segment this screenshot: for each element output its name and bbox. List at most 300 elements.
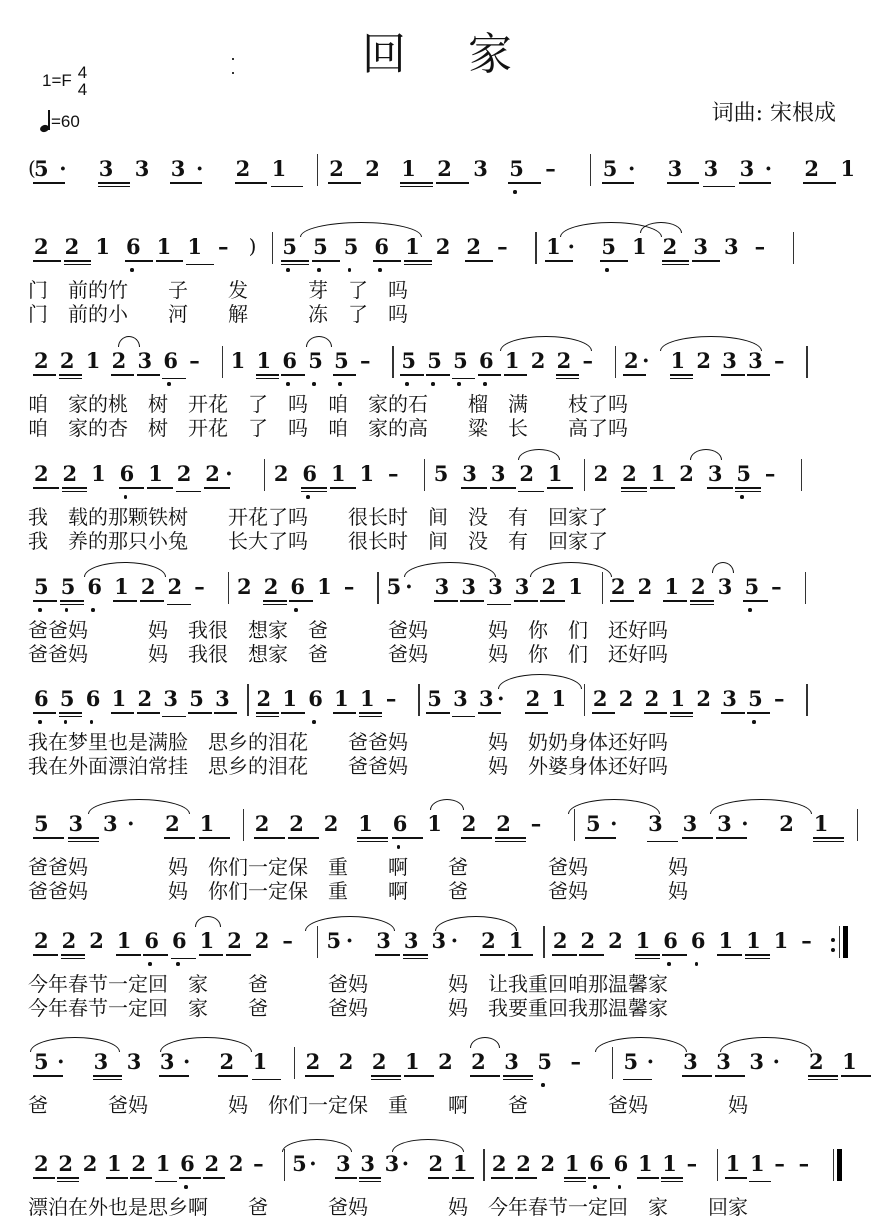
note: 1: [107, 1153, 122, 1175]
beam-underline: [452, 1177, 474, 1179]
beam-underline: [281, 260, 309, 262]
tie-slur: [88, 799, 190, 814]
score-system: [28, 228, 858, 274]
note: 2: [679, 463, 694, 485]
beam-underline: [214, 712, 237, 714]
beam-underline: [721, 712, 744, 714]
note: 5: [60, 688, 75, 710]
tie-slur: [118, 336, 140, 347]
beam-underline: [717, 954, 742, 956]
note: 5: [453, 350, 468, 372]
beam-underline: [707, 487, 733, 489]
tie-slur: [470, 1037, 500, 1048]
note: 3: [215, 688, 230, 710]
beam-underline: [113, 600, 137, 602]
note: 2: [227, 930, 242, 952]
note: 1: [360, 688, 375, 710]
beam-underline: [747, 374, 770, 376]
beam-underline: [305, 1075, 335, 1077]
note: 1: [187, 236, 202, 258]
beam-underline: [218, 1075, 248, 1077]
barline: [418, 684, 419, 716]
note: 1: [638, 1153, 653, 1175]
beam-underline: [33, 487, 59, 489]
lyric-line-2: 今年春节一定回 家 爸 爸妈 妈 我要重回我那温馨家: [28, 992, 668, 1021]
beam-underline: [33, 712, 56, 714]
note: 5: [189, 688, 204, 710]
note: 3: [740, 158, 755, 180]
tie-slur: [530, 562, 612, 577]
note: 6: [87, 576, 102, 598]
note: 1: [401, 158, 416, 180]
beam-underline: [357, 837, 388, 839]
note-extension-dash: –: [571, 1051, 582, 1073]
beam-underline: [199, 837, 230, 839]
note: 2: [83, 1153, 98, 1175]
beam-underline: [682, 1075, 712, 1077]
note: 3: [435, 576, 450, 598]
octave-dot-below: [593, 1185, 597, 1189]
note: 3: [491, 463, 506, 485]
beam-underline: [426, 712, 449, 714]
tie-slur: [84, 562, 166, 577]
note: 1: [842, 1051, 857, 1073]
note: 6: [374, 236, 389, 258]
note: 1: [114, 576, 129, 598]
augmentation-dot: ·: [568, 236, 575, 258]
note: 1: [548, 463, 563, 485]
note: 5: [61, 576, 76, 598]
note: 2: [809, 1051, 824, 1073]
lyric-line-1: 门 前的竹 子 发 芽 了 吗: [28, 274, 408, 303]
note: 2: [696, 688, 711, 710]
note: 2: [466, 236, 481, 258]
beam-underline: [188, 712, 211, 714]
beam-underline: [373, 260, 401, 262]
note: 5: [586, 813, 601, 835]
note: 1: [148, 463, 163, 485]
beam-underline: [176, 491, 202, 493]
barline: [228, 572, 229, 604]
note: 6: [308, 688, 323, 710]
note-extension-dash: –: [497, 236, 508, 258]
beam-underline: [661, 1177, 683, 1179]
augmentation-dot: ·: [497, 688, 504, 710]
beam-underline: [400, 182, 432, 184]
note: 3: [360, 1153, 375, 1175]
beam-underline: [703, 186, 735, 188]
beam-underline: [436, 182, 468, 184]
beam-underline: [371, 1075, 401, 1077]
beam-underline: [610, 600, 634, 602]
note: 5: [748, 688, 763, 710]
beam-underline: [256, 378, 279, 380]
beam-underline: [556, 374, 579, 376]
augmentation-dot: ·: [59, 158, 66, 180]
beam-underline: [592, 712, 615, 714]
beam-underline: [162, 716, 185, 718]
beam-underline: [400, 186, 432, 188]
note: 1: [91, 463, 106, 485]
barline: [392, 346, 393, 378]
note: 1: [117, 930, 132, 952]
note: 3: [693, 236, 708, 258]
barline: [717, 1149, 718, 1181]
octave-dot-below: [312, 382, 316, 386]
beam-underline: [735, 491, 761, 493]
barline: [590, 154, 591, 186]
beam-underline: [518, 491, 544, 493]
note: 2: [112, 350, 127, 372]
beam-underline: [256, 374, 279, 376]
beam-underline: [392, 837, 423, 839]
note: 5: [327, 930, 342, 952]
beam-underline: [623, 374, 646, 376]
beam-underline: [111, 712, 134, 714]
barline: [483, 1149, 484, 1181]
lyric-line-1: 爸 爸妈 妈 你们一定保 重 啊 爸 爸妈 妈: [28, 1089, 748, 1118]
augmentation-dot: ·: [610, 813, 617, 835]
note: 1: [565, 1153, 580, 1175]
beam-underline: [143, 954, 168, 956]
note: 1: [671, 350, 686, 372]
beam-underline: [357, 841, 388, 843]
note: 1: [774, 930, 789, 952]
beam-underline: [111, 374, 134, 376]
beam-underline: [199, 954, 224, 956]
octave-dot-below: [38, 608, 42, 612]
note: 2: [339, 1051, 354, 1073]
note: 2: [34, 463, 49, 485]
note-extension-dash: –: [799, 1153, 810, 1175]
beam-underline: [749, 1181, 771, 1183]
beam-underline: [487, 604, 511, 606]
beam-underline: [841, 1075, 871, 1077]
barline: [424, 459, 425, 491]
note: 1: [568, 576, 583, 598]
note: 2: [438, 1051, 453, 1073]
note: 6: [302, 463, 317, 485]
lyric-line-1: 爸爸妈 妈 你们一定保 重 啊 爸 爸妈 妈: [28, 851, 688, 880]
tie-slur: [305, 916, 395, 931]
beam-underline: [33, 374, 56, 376]
beam-underline: [59, 378, 82, 380]
tie-slur: [430, 799, 464, 810]
note: 5: [434, 463, 449, 485]
note: 5: [603, 158, 618, 180]
note: 3: [748, 350, 763, 372]
beam-underline: [400, 374, 423, 376]
beam-underline: [140, 600, 164, 602]
beam-underline: [263, 604, 287, 606]
note: 3: [103, 813, 118, 835]
beam-underline: [404, 1075, 434, 1077]
note: 2: [255, 813, 270, 835]
notation-line: [28, 228, 858, 274]
speck: [232, 58, 234, 60]
beam-underline: [62, 491, 88, 493]
note: 2: [481, 930, 496, 952]
beam-underline: [375, 954, 400, 956]
note: 2: [34, 1153, 49, 1175]
note: 2: [526, 688, 541, 710]
beam-underline: [743, 600, 767, 602]
note: 2: [471, 1051, 486, 1073]
beam-underline: [33, 600, 57, 602]
note: 2: [779, 813, 794, 835]
note-extension-dash: –: [774, 688, 785, 710]
note: 6: [282, 350, 297, 372]
note-extension-dash: –: [774, 350, 785, 372]
octave-dot-below: [130, 268, 134, 272]
beam-underline: [33, 954, 58, 956]
augmentation-dot: ·: [127, 813, 134, 835]
note: 3: [473, 158, 488, 180]
note: 1: [840, 158, 855, 180]
note: 2: [177, 463, 192, 485]
lyric-line-1: 漂泊在外也是思乡啊 爸 爸妈 妈 今年春节一定回 家 回家: [28, 1191, 748, 1220]
tie-slur: [498, 674, 582, 689]
beam-underline: [667, 182, 699, 184]
note: 1: [334, 688, 349, 710]
beam-underline: [661, 1181, 683, 1183]
note: 2: [141, 576, 156, 598]
note: 2: [372, 1051, 387, 1073]
tie-slur: [690, 449, 722, 460]
note: 2: [205, 463, 220, 485]
beam-underline: [235, 182, 267, 184]
tie-slur: [435, 916, 517, 931]
augmentation-dot: ·: [647, 1051, 654, 1073]
note: 3: [336, 1153, 351, 1175]
beam-underline: [33, 260, 61, 262]
note: 1: [662, 1153, 677, 1175]
note: 1: [200, 813, 215, 835]
note: 1: [358, 813, 373, 835]
beam-underline: [692, 260, 720, 262]
beam-underline: [256, 716, 279, 718]
beam-underline: [670, 378, 693, 380]
note: 5: [601, 236, 616, 258]
time-top: 4: [78, 64, 87, 81]
beam-underline: [564, 1181, 586, 1183]
note: 2: [229, 1153, 244, 1175]
note: 1: [814, 813, 829, 835]
note: 1: [453, 1153, 468, 1175]
note: 3: [716, 1051, 731, 1073]
note: 2: [219, 1051, 234, 1073]
note: 1: [272, 158, 287, 180]
note-extension-dash: –: [771, 576, 782, 598]
beam-underline: [61, 954, 86, 956]
score-system: [28, 680, 858, 726]
beam-underline: [465, 260, 493, 262]
beam-underline: [226, 954, 251, 956]
beam-underline: [98, 186, 130, 188]
lyric-line-1: 爸爸妈 妈 我很 想家 爸 爸妈 妈 你 们 还好吗: [28, 614, 668, 643]
note: 1: [552, 688, 567, 710]
barline: [584, 684, 585, 716]
lyric-line-1: 今年春节一定回 家 爸 爸妈 妈 让我重回咱那温馨家: [28, 968, 668, 997]
beam-underline: [359, 1181, 381, 1183]
beam-underline: [495, 841, 526, 843]
note: 2: [34, 930, 49, 952]
note-extension-dash: –: [282, 930, 293, 952]
augmentation-dot: ·: [402, 1153, 409, 1175]
note: 3: [479, 688, 494, 710]
octave-dot-below: [176, 962, 180, 966]
note: 5: [736, 463, 751, 485]
beam-underline: [460, 600, 484, 602]
beam-underline: [167, 604, 191, 606]
beam-underline: [93, 1079, 123, 1081]
beam-underline: [514, 600, 538, 602]
composer-credit: 词曲: 宋根成: [712, 96, 836, 127]
beam-underline: [106, 1177, 128, 1179]
note: 2: [594, 463, 609, 485]
note: 5: [313, 236, 328, 258]
beam-underline: [33, 182, 65, 184]
octave-dot-below: [748, 608, 752, 612]
final-barline-thin: [833, 1149, 834, 1181]
note-extension-dash: –: [765, 463, 776, 485]
note: 2: [329, 158, 344, 180]
augmentation-dot: ·: [57, 1051, 64, 1073]
tie-slur: [30, 1037, 120, 1052]
note: 2: [63, 463, 78, 485]
note: 5: [308, 350, 323, 372]
note-extension-dash: –: [583, 350, 594, 372]
beam-underline: [203, 1177, 225, 1179]
beam-underline: [281, 374, 304, 376]
lyric-line-1: 咱 家的桃 树 开花 了 吗 咱 家的石 榴 满 枝了吗: [28, 388, 628, 417]
beam-underline: [491, 1177, 513, 1179]
note: 6: [172, 930, 187, 952]
note: 1: [664, 576, 679, 598]
note: 3: [749, 1051, 764, 1073]
note: 2: [60, 350, 75, 372]
note: 6: [393, 813, 408, 835]
octave-dot-below: [91, 608, 95, 612]
tempo-value: =60: [51, 112, 80, 132]
note: 2: [289, 813, 304, 835]
barline: [264, 459, 265, 491]
beam-underline: [747, 712, 770, 714]
note: 1: [546, 236, 561, 258]
note: 1: [156, 1153, 171, 1175]
note-extension-dash: –: [194, 576, 205, 598]
final-barline-thick: [843, 926, 848, 958]
note: 2: [437, 158, 452, 180]
beam-underline: [579, 954, 604, 956]
barline: [543, 926, 544, 958]
beam-underline: [503, 1079, 533, 1081]
note: 2: [204, 1153, 219, 1175]
octave-dot-below: [338, 382, 342, 386]
beam-underline: [164, 837, 195, 839]
beam-underline: [650, 487, 676, 489]
octave-dot-below: [695, 962, 699, 966]
note: 3: [135, 158, 150, 180]
song-title: 回 家: [362, 18, 536, 82]
beam-underline: [156, 260, 184, 262]
augmentation-dot: ·: [773, 1051, 780, 1073]
note: 3: [462, 463, 477, 485]
note: 1: [427, 813, 442, 835]
beam-underline: [312, 260, 340, 262]
lyric-line-1: 我在梦里也是满脸 思乡的泪花 爸爸妈 妈 奶奶身体还好吗: [28, 726, 668, 755]
note-extension-dash: –: [360, 350, 371, 372]
tie-slur: [640, 222, 682, 233]
beam-underline: [739, 182, 771, 184]
note: 1: [200, 930, 215, 952]
tie-slur: [568, 799, 660, 814]
octave-dot-below: [348, 268, 352, 272]
note-extension-dash: –: [189, 350, 200, 372]
note: 2: [492, 1153, 507, 1175]
beam-underline: [64, 264, 92, 266]
beam-underline: [478, 374, 501, 376]
beam-underline: [508, 182, 540, 184]
note: 3: [708, 463, 723, 485]
note: 2: [645, 688, 660, 710]
beam-underline: [434, 600, 458, 602]
note: 2: [804, 158, 819, 180]
barline: [272, 232, 273, 264]
octave-dot-below: [513, 190, 517, 194]
octave-dot-below: [286, 268, 290, 272]
beam-underline: [155, 1181, 177, 1183]
beam-underline: [60, 600, 84, 602]
lyric-line-2: 我 养的那只小兔 长大了吗 很长时 间 没 有 回家了: [28, 525, 608, 554]
note: 5: [509, 158, 524, 180]
notation-line: [28, 455, 858, 501]
augmentation-dot: ·: [642, 350, 649, 372]
beam-underline: [64, 260, 92, 262]
beam-underline: [813, 841, 844, 843]
note: 3: [683, 813, 698, 835]
beam-underline: [186, 264, 214, 266]
beam-underline: [359, 716, 382, 718]
note: 2: [274, 463, 289, 485]
beam-underline: [60, 604, 84, 606]
augmentation-dot: ·: [196, 158, 203, 180]
note: 1: [405, 1051, 420, 1073]
octave-dot-below: [667, 962, 671, 966]
beam-underline: [545, 260, 573, 262]
beam-underline: [495, 837, 526, 839]
note-extension-dash: –: [687, 1153, 698, 1175]
note-extension-dash: –: [801, 930, 812, 952]
octave-dot-below: [294, 608, 298, 612]
beam-underline: [690, 600, 714, 602]
note: 5: [34, 576, 49, 598]
beam-underline: [301, 487, 327, 489]
barline: [247, 684, 248, 716]
octave-dot-below: [752, 720, 756, 724]
note: 3: [385, 1153, 400, 1175]
beam-underline: [288, 837, 319, 839]
note: 1: [671, 688, 686, 710]
note: 2: [324, 813, 339, 835]
tie-slur: [720, 1037, 812, 1052]
beam-underline: [623, 1079, 653, 1081]
note: 6: [86, 688, 101, 710]
beam-underline: [263, 600, 287, 602]
beam-underline: [59, 374, 82, 376]
beam-underline: [116, 954, 141, 956]
note: 2: [436, 236, 451, 258]
